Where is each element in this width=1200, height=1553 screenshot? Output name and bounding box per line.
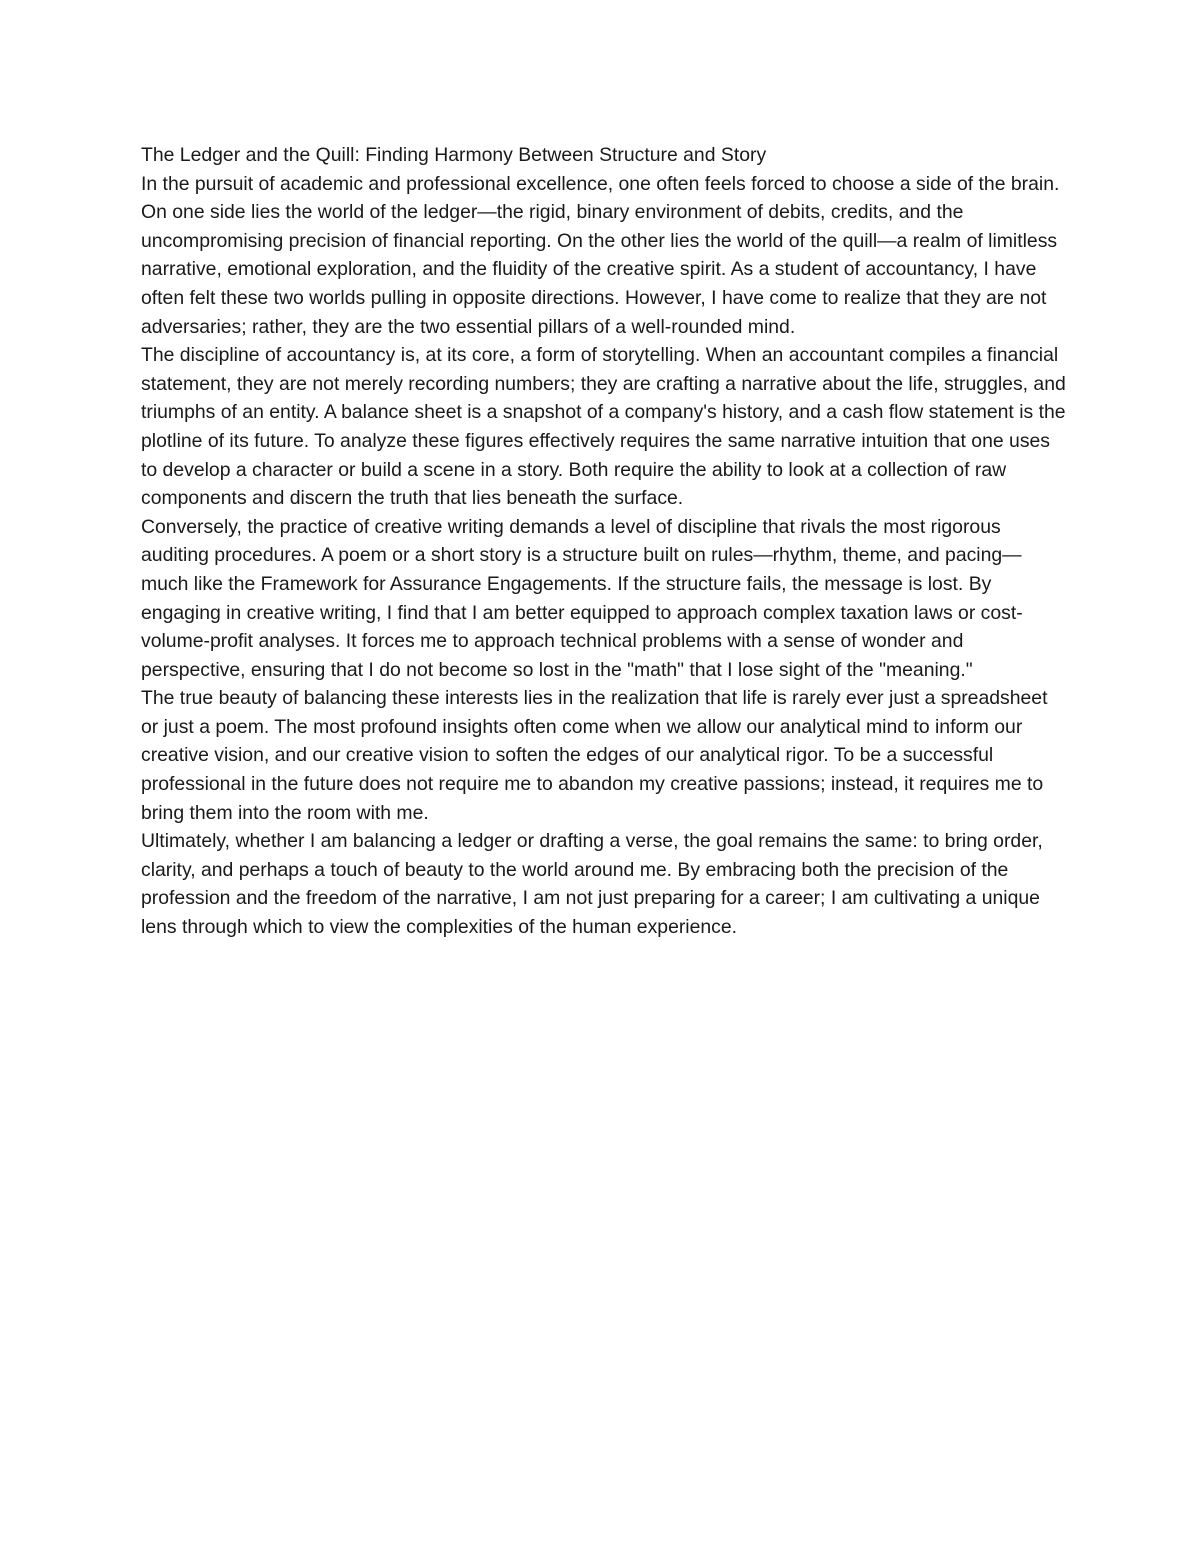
- paragraph-accountancy: The discipline of accountancy is, at its core, a form of storytelling. When an accountant compiles a financial statement, they are not merely recording numbers; they are crafting a narrative about the life, struggles, and triumphs of an entity. A balance sheet is a snapshot of a company's history, and a cash flow statement is the plotline of its future. To analyze these figures effectively requires the same narrative intuition that one uses to develop a character or build a scene in a story. Both require the ability to look at a collection of raw components and discern the truth that lies beneath the surface.: [141, 344, 1066, 510]
- document-body: [141, 141, 1066, 942]
- paragraph-balance: The true beauty of balancing these interests lies in the realization that life is rarely ever just a spreadsheet or just a poem. The most profound insights often come when we allow our analytical mind to inform our creative vision, and our creative vision to soften the edges of our analytical rigor. To be a successful professional in the future does not require me to abandon my creative passions; instead, it requires me to bring them into the room with me.: [141, 687, 1048, 824]
- document-title: The Ledger and the Quill: Finding Harmony Between Structure and Story: [141, 144, 767, 166]
- paragraph-creative-writing: Conversely, the practice of creative writing demands a level of discipline that rivals the most rigorous auditing procedures. A poem or a short story is a structure built on rules—rhythm, theme, and pacing—much like the Framework for Assurance Engagements. If the structure fails, the message is lost. By engaging in creative writing, I find that I am better equipped to approach complex taxation laws or cost-volume-profit analyses. It forces me to approach technical problems with a sense of wonder and perspective, ensuring that I do not become so lost in the "math" that I lose sight of the "meaning.": [141, 515, 1023, 681]
- paragraph-conclusion: Ultimately, whether I am balancing a ledger or drafting a verse, the goal remains the same: to bring order, clarity, and perhaps a touch of beauty to the world around me. By embracing both the precision of the profession and the freedom of the narrative, I am not just preparing for a career; I am cultivating a unique lens through which to view the complexities of the human experience.: [141, 830, 1043, 939]
- paragraph-intro: In the pursuit of academic and professional excellence, one often feels forced to choose a side of the brain. On one side lies the world of the ledger—the rigid, binary environment of debits, credits, and the uncompromising precision of financial reporting. On the other lies the world of the quill—a realm of limitless narrative, emotional exploration, and the fluidity of the creative spirit. As a student of accountancy, I have often felt these two worlds pulling in opposite directions. However, I have come to realize that they are not adversaries; rather, they are the two essential pillars of a well-rounded mind.: [141, 172, 1060, 338]
